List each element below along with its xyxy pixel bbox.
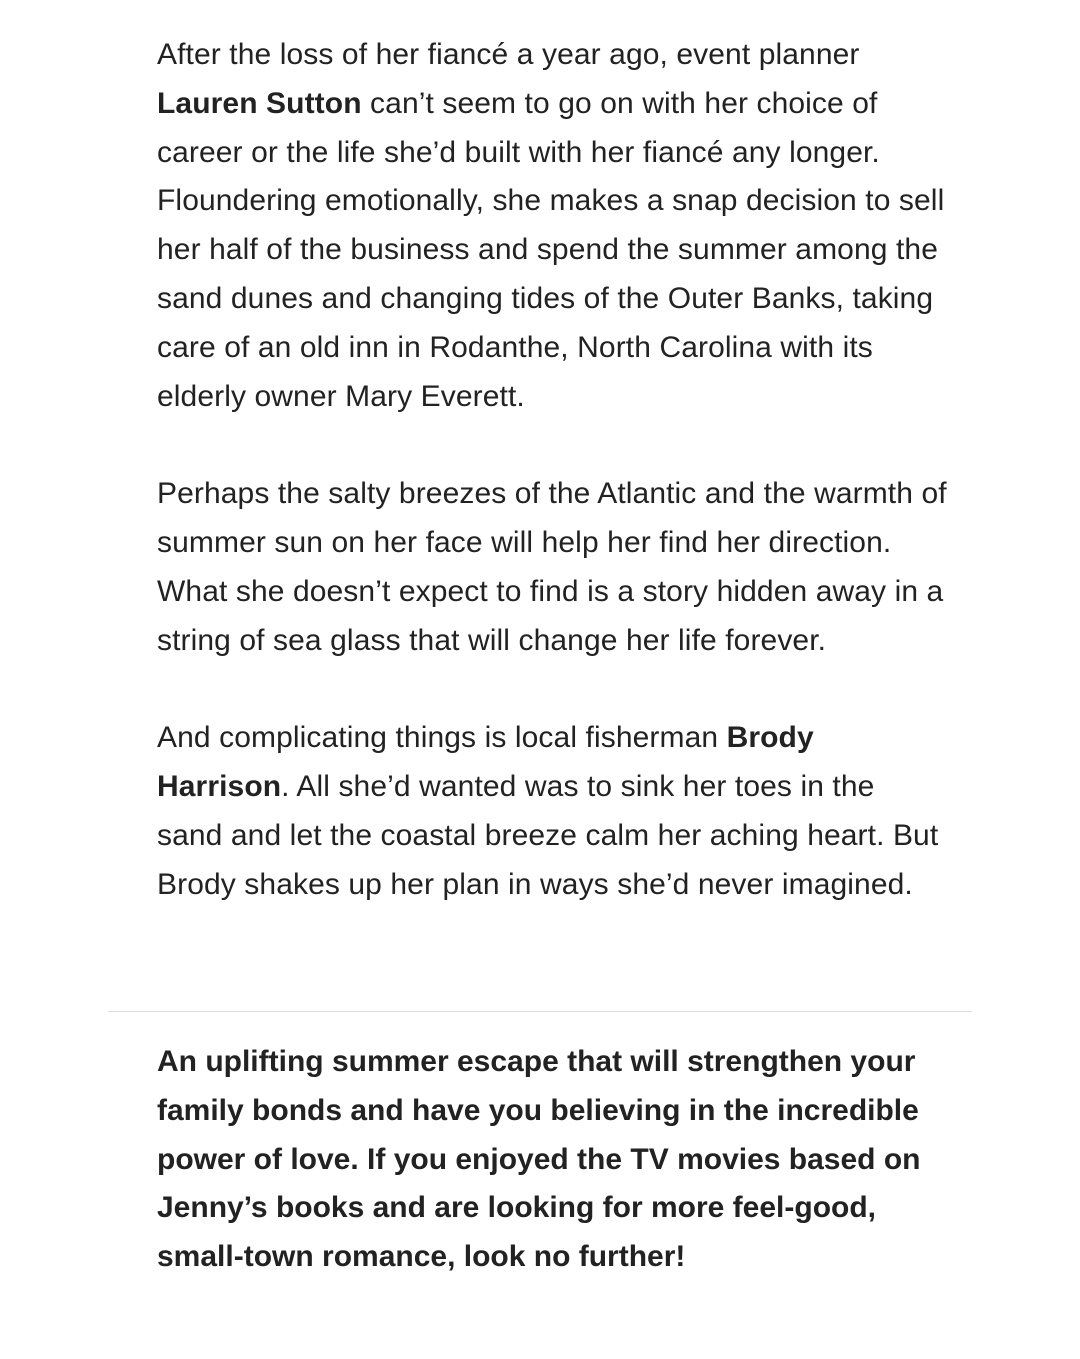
description-paragraph-1 — [157, 31, 947, 421]
paragraph-text: . All she’d wanted was to sink her toes in the sand and let the coastal breeze calm her aching heart. But Brody shakes up her plan in ways she’d never imagined. — [157, 769, 939, 901]
section-divider — [108, 1011, 972, 1012]
paragraph-text: After the loss of her fiancé a year ago, event planner — [157, 38, 860, 71]
character-name-lauren: Lauren Sutton — [157, 86, 362, 120]
character-name-brody: Brody Harrison — [157, 721, 814, 803]
description-paragraph-2 — [157, 470, 947, 665]
paragraph-text: Perhaps the salty breezes of the Atlantic and the warmth of summer sun on her face will help her find her direction. What she doesn’t expect to find is a story hidden away in a string of sea glass that will change her life forever. — [157, 477, 947, 657]
tagline-text: An uplifting summer escape that will strengthen your family bonds and have you believing in the incredible power of love. If you enjoyed the TV movies based on Jenny’s books and are looking for more feel-good, small-town romance, look no further! — [157, 1045, 921, 1274]
paragraph-text: And complicating things is local fisherman — [157, 721, 727, 755]
paragraph-text: can’t seem to go on with her choice of career or the life she’d built with her fiancé any longer. Floundering emotionally, she makes a snap decision to sell her half of the business and spend the summer among the sand dunes and changing tides of the Outer Banks, taking care of an old inn in Rodanthe, North Carolina with its elderly owner Mary Everett. — [157, 86, 945, 413]
book-description — [157, 31, 947, 909]
description-paragraph-3 — [157, 714, 947, 909]
